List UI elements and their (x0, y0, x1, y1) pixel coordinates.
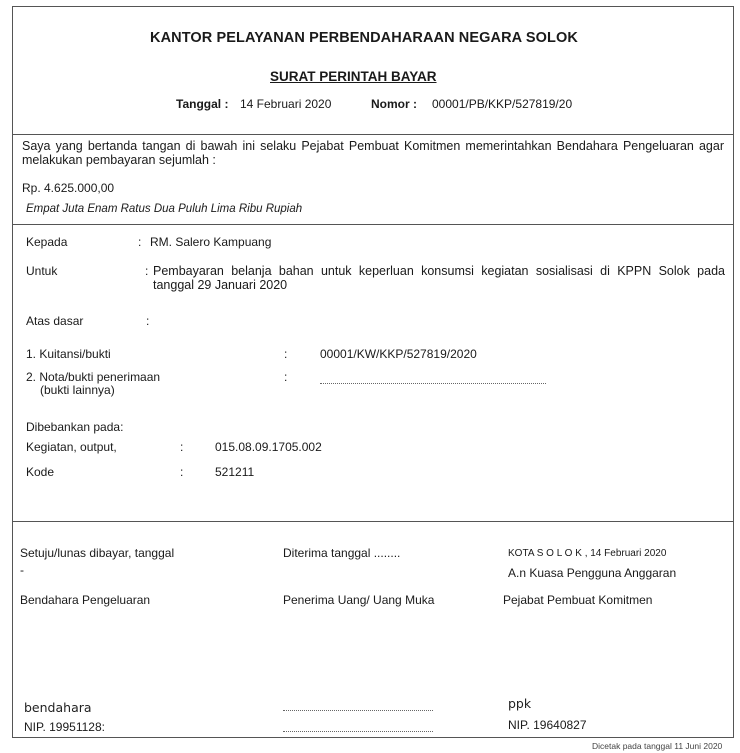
item1-value: 00001/KW/KKP/527819/2020 (320, 347, 477, 361)
sig-col2-line1: Diterima tanggal ........ (283, 546, 401, 560)
kegiatan-label: Kegiatan, output, (26, 440, 117, 454)
printed-date-note: Dicetak pada tanggal 11 Juni 2020 (592, 741, 723, 751)
divider-3 (12, 521, 734, 522)
atas-dasar-colon: : (146, 314, 150, 328)
kegiatan-colon: : (180, 440, 184, 454)
sig-col3-city-date: KOTA S O L O K , 14 Februari 2020 (508, 548, 667, 559)
kepada-label: Kepada (26, 235, 68, 249)
instruction-text: Saya yang bertanda tangan di bawah ini selaku Pejabat Pembuat Komitmen memerintahkan Bendahara Pengeluaran agar melakukan pembayaran sejumlah : (22, 139, 724, 167)
amount: Rp. 4.625.000,00 (22, 181, 115, 195)
office-title: KANTOR PELAYANAN PERBENDAHARAAN NEGARA SOLOK (150, 30, 578, 46)
divider-2 (12, 224, 734, 225)
untuk-label: Untuk (26, 264, 58, 278)
sig-col3-nip: NIP. 19640827 (508, 718, 587, 732)
kode-value: 521211 (215, 465, 255, 479)
date-value: 14 Februari 2020 (240, 97, 332, 111)
untuk-colon: : (145, 264, 149, 278)
amount-in-words: Empat Juta Enam Ratus Dua Puluh Lima Ribu Rupiah (26, 203, 303, 215)
number-value: 00001/PB/KKP/527819/20 (432, 97, 573, 111)
item2-value-dotted-line (320, 383, 546, 384)
kode-colon: : (180, 465, 184, 479)
sig-col1-name: bendahara (24, 700, 92, 715)
item2-label-sub: (bukti lainnya) (40, 383, 115, 397)
sig-col3-name: ppk (508, 696, 532, 711)
untuk-value: Pembayaran belanja bahan untuk keperluan konsumsi kegiatan sosialisasi di KPPN Solok pada tanggal 29 Januari 2020 (153, 264, 725, 292)
document-title: SURAT PERINTAH BAYAR (270, 69, 437, 84)
sig-col1-dash: - (20, 563, 24, 577)
divider-1 (12, 134, 734, 135)
item2-label: 2. Nota/bukti penerimaan (26, 370, 161, 384)
kode-label: Kode (26, 465, 55, 479)
kepada-value: RM. Salero Kampuang (150, 235, 272, 249)
number-label: Nomor : (371, 97, 417, 111)
item1-colon: : (284, 347, 288, 361)
dibebankan-label: Dibebankan pada: (26, 420, 124, 434)
sig-col3-role: Pejabat Pembuat Komitmen (503, 593, 653, 607)
kegiatan-value: 015.08.09.1705.002 (215, 440, 322, 454)
item2-colon: : (284, 370, 288, 384)
kepada-colon: : (138, 235, 142, 249)
sig-col3-an: A.n Kuasa Pengguna Anggaran (508, 566, 677, 580)
sig-col2-name-line (283, 710, 433, 711)
sig-col2-role: Penerima Uang/ Uang Muka (283, 593, 435, 607)
sig-col1-role: Bendahara Pengeluaran (20, 593, 151, 607)
sig-col1-nip: NIP. 19951128: (24, 720, 105, 734)
atas-dasar-label: Atas dasar (26, 314, 84, 328)
sig-col2-nip-line (283, 731, 433, 732)
sig-col1-line1: Setuju/lunas dibayar, tanggal (20, 546, 175, 560)
date-label: Tanggal : (176, 97, 229, 111)
item1-label: 1. Kuitansi/bukti (26, 347, 111, 361)
